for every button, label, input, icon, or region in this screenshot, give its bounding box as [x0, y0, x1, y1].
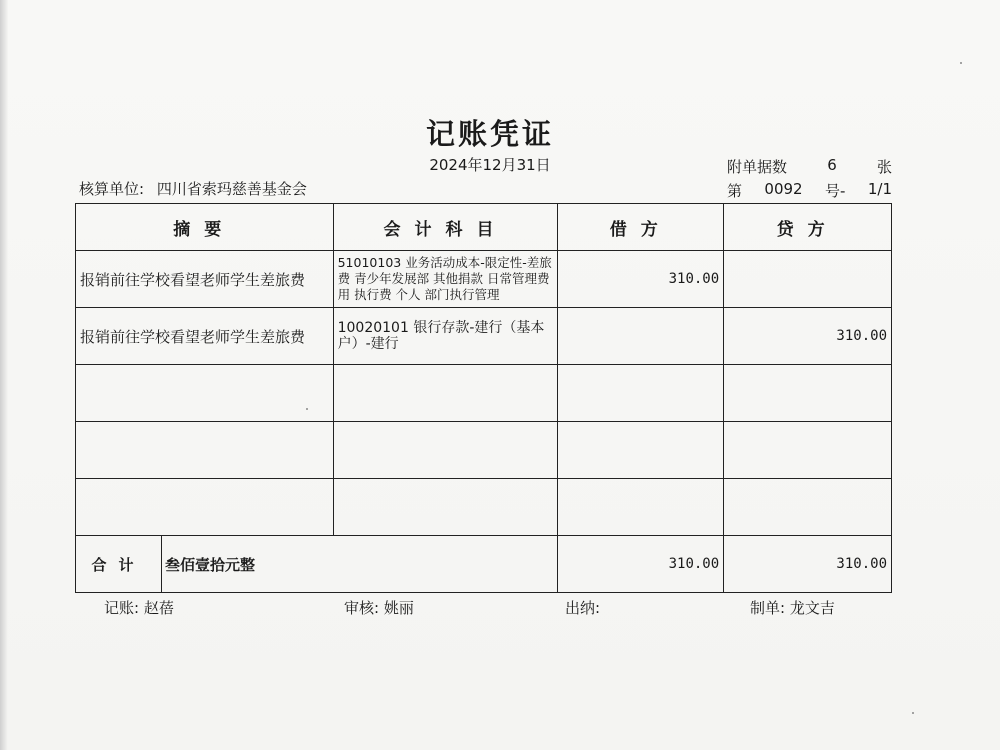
row-debit: [558, 422, 724, 479]
attachments-count: 6: [827, 156, 837, 174]
row-account: 10020101 银行存款-建行（基本户）-建行: [333, 308, 558, 365]
unit-name: 四川省索玛慈善基金会: [156, 180, 307, 198]
voucher-date: 2024年12月31日: [429, 156, 551, 174]
row-summary: [76, 479, 334, 536]
voucher-title: 记账凭证: [425, 117, 554, 151]
row-credit: [724, 365, 892, 422]
row-account: [333, 365, 558, 422]
table-row: [76, 365, 892, 422]
attachments-label: 附单据数: [727, 158, 788, 176]
row-account: 51010103 业务活动成本-限定性-差旅费 青少年发展部 其他捐款 日常管理费用 执行费 个人 部门执行管理: [333, 251, 558, 308]
row-summary: 报销前往学校看望老师学生差旅费: [76, 251, 334, 308]
header-summary: 摘要: [76, 204, 334, 251]
row-credit: [724, 422, 892, 479]
signer-reviewer: 审核: 姚丽: [344, 599, 414, 617]
header-account: 会计科目: [333, 204, 558, 251]
row-summary: 报销前往学校看望老师学生差旅费: [76, 308, 334, 365]
row-credit: [724, 251, 892, 308]
scan-speck: [306, 408, 308, 410]
total-debit: 310.00: [558, 536, 724, 593]
voucher-no-prefix: 第: [727, 182, 743, 200]
total-credit: 310.00: [724, 536, 892, 593]
table-row: [76, 308, 892, 365]
total-amount-words: 叁佰壹拾元整: [165, 555, 256, 574]
voucher-page: 1/1: [867, 180, 892, 198]
row-debit: [558, 479, 724, 536]
total-label-wrap: [76, 536, 557, 592]
accounting-unit: [79, 178, 307, 199]
total-cell: [76, 536, 558, 593]
scan-speck: [912, 712, 914, 714]
signer-preparer: 制单: 龙文吉: [750, 599, 835, 617]
signer-cashier: 出纳:: [565, 599, 601, 617]
row-debit: 310.00: [558, 251, 724, 308]
unit-label: 核算单位:: [79, 180, 145, 198]
header-credit: 贷方: [724, 204, 892, 251]
row-debit: [558, 365, 724, 422]
row-summary: [76, 422, 334, 479]
attachments-unit: 张: [876, 158, 892, 176]
row-account: [333, 479, 558, 536]
total-row: [76, 536, 892, 593]
voucher-no-value: 0092: [764, 180, 803, 198]
table-row: [76, 479, 892, 536]
voucher-no-suffix: 号-: [825, 182, 846, 200]
table-header-row: [76, 204, 892, 251]
row-credit: [724, 479, 892, 536]
voucher-table: [75, 203, 892, 593]
row-account: [333, 422, 558, 479]
scan-speck: [960, 62, 962, 64]
voucher-number: [727, 180, 892, 201]
signer-bookkeeper: 记账: 赵蓓: [104, 599, 174, 617]
header-debit: 借方: [558, 204, 724, 251]
table-row: [76, 422, 892, 479]
row-credit: 310.00: [724, 308, 892, 365]
table-row: [76, 251, 892, 308]
row-debit: [558, 308, 724, 365]
row-summary: [76, 365, 334, 422]
total-label: 合计: [76, 536, 162, 592]
attachments-info: [727, 156, 892, 177]
